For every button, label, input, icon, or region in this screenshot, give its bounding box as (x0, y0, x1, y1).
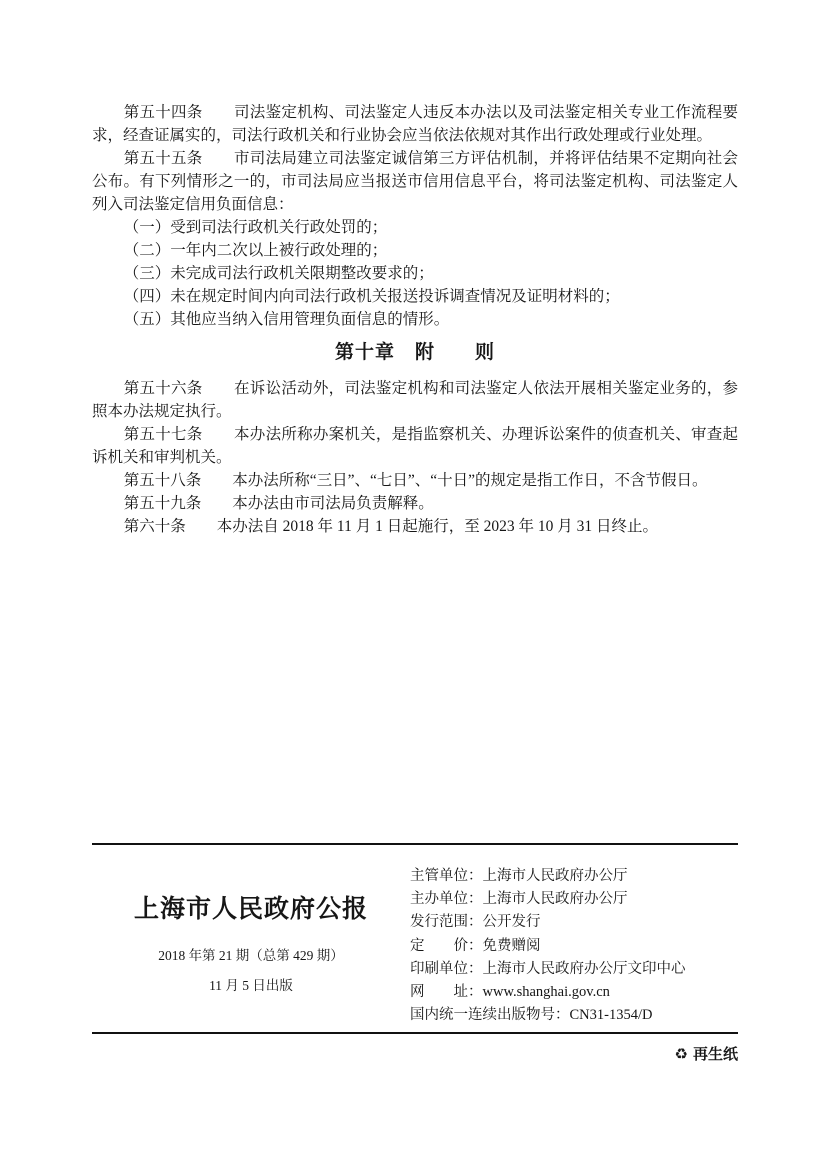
article-54: 第五十四条 司法鉴定机构、司法鉴定人违反本办法以及司法鉴定相关专业工作流程要求，经查证属实的，司法行政机关和行业协会应当依法依规对其作出行政处理或行业处理。 (92, 104, 738, 144)
entry-value: 上海市人民政府办公厅 (482, 868, 628, 884)
list-item-4: （四）未在规定时间内向司法行政机关报送投诉调查情况及证明材料的； (123, 288, 620, 305)
recycled-paper-label: 再生纸 (692, 1047, 738, 1063)
cn-serial-number: CN31-1354/D (569, 1007, 653, 1024)
entry-value: 上海市人民政府办公厅 (482, 891, 628, 908)
entry-label: 国内统一连续出版物号： (410, 1007, 570, 1024)
list-item-5: （五）其他应当纳入信用管理负面信息的情形。 (123, 311, 450, 328)
entry-value: 免费赠阅 (482, 937, 541, 954)
colophon-entry-website (410, 981, 738, 1004)
article-58: 第五十八条 本办法所称“三日”、“七日”、“十日”的规定是指工作日，不含节假日。 (123, 472, 708, 489)
colophon-entry-issn (410, 1004, 738, 1027)
entry-label: 印刷单位： (410, 960, 483, 977)
colophon-right-block (410, 845, 738, 1032)
article-60: 第六十条 本办法自 2018 年 11 月 1 日起施行，至 2023 年 10 月 31 日终止。 (123, 518, 658, 535)
colophon (92, 843, 738, 1034)
document-body (92, 101, 738, 538)
article-59: 第五十九条 本办法由市司法局负责解释。 (123, 495, 434, 512)
colophon-entry-printer (410, 958, 738, 981)
colophon-entry-price (410, 935, 738, 958)
article-57: 第五十七条 本办法所称办案机关，是指监察机关、办理诉讼案件的侦查机关、审查起诉机关和审判机关。 (92, 426, 738, 466)
entry-label: 网 址： (410, 984, 483, 1001)
article-56: 第五十六条 在诉讼活动外，司法鉴定机构和司法鉴定人依法开展相关鉴定业务的，参照本办法规定执行。 (92, 380, 738, 420)
website-url: www.shanghai.gov.cn (482, 984, 610, 1001)
entry-label: 主管单位： (410, 868, 483, 884)
recycle-icon: ♻ (674, 1045, 688, 1063)
entry-label: 发行范围： (410, 914, 483, 931)
entry-label: 主办单位： (410, 891, 483, 908)
publish-date-line: 11 月 5 日出版 (209, 978, 293, 993)
colophon-entry-distribution (410, 911, 738, 934)
entry-value: 上海市人民政府办公厅文印中心 (482, 960, 686, 977)
colophon-entry-organizer (410, 888, 738, 911)
article-55: 第五十五条 市司法局建立司法鉴定诚信第三方评估机制，并将评估结果不定期向社会公布。有下列情形之一的，市司法局应当报送市信用信息平台，将司法鉴定机构、司法鉴定人列入司法鉴定信用负面信息： (92, 150, 738, 213)
issue-number-line: 2018 年第 21 期（总第 429 期） (158, 948, 344, 963)
gazette-title: 上海市人民政府公报 (133, 896, 368, 923)
colophon-entry-supervisor (410, 865, 738, 888)
recycled-paper-mark (675, 1043, 738, 1064)
entry-value: 公开发行 (482, 914, 541, 931)
colophon-left-block (92, 845, 410, 1032)
chapter-10-heading: 第十章 附 则 (334, 342, 495, 363)
list-item-1: （一）受到司法行政机关行政处罚的； (123, 219, 388, 236)
list-item-3: （三）未完成司法行政机关限期整改要求的； (123, 265, 434, 282)
entry-label: 定 价： (410, 937, 483, 954)
list-item-2: （二）一年内二次以上被行政处理的； (123, 242, 388, 259)
